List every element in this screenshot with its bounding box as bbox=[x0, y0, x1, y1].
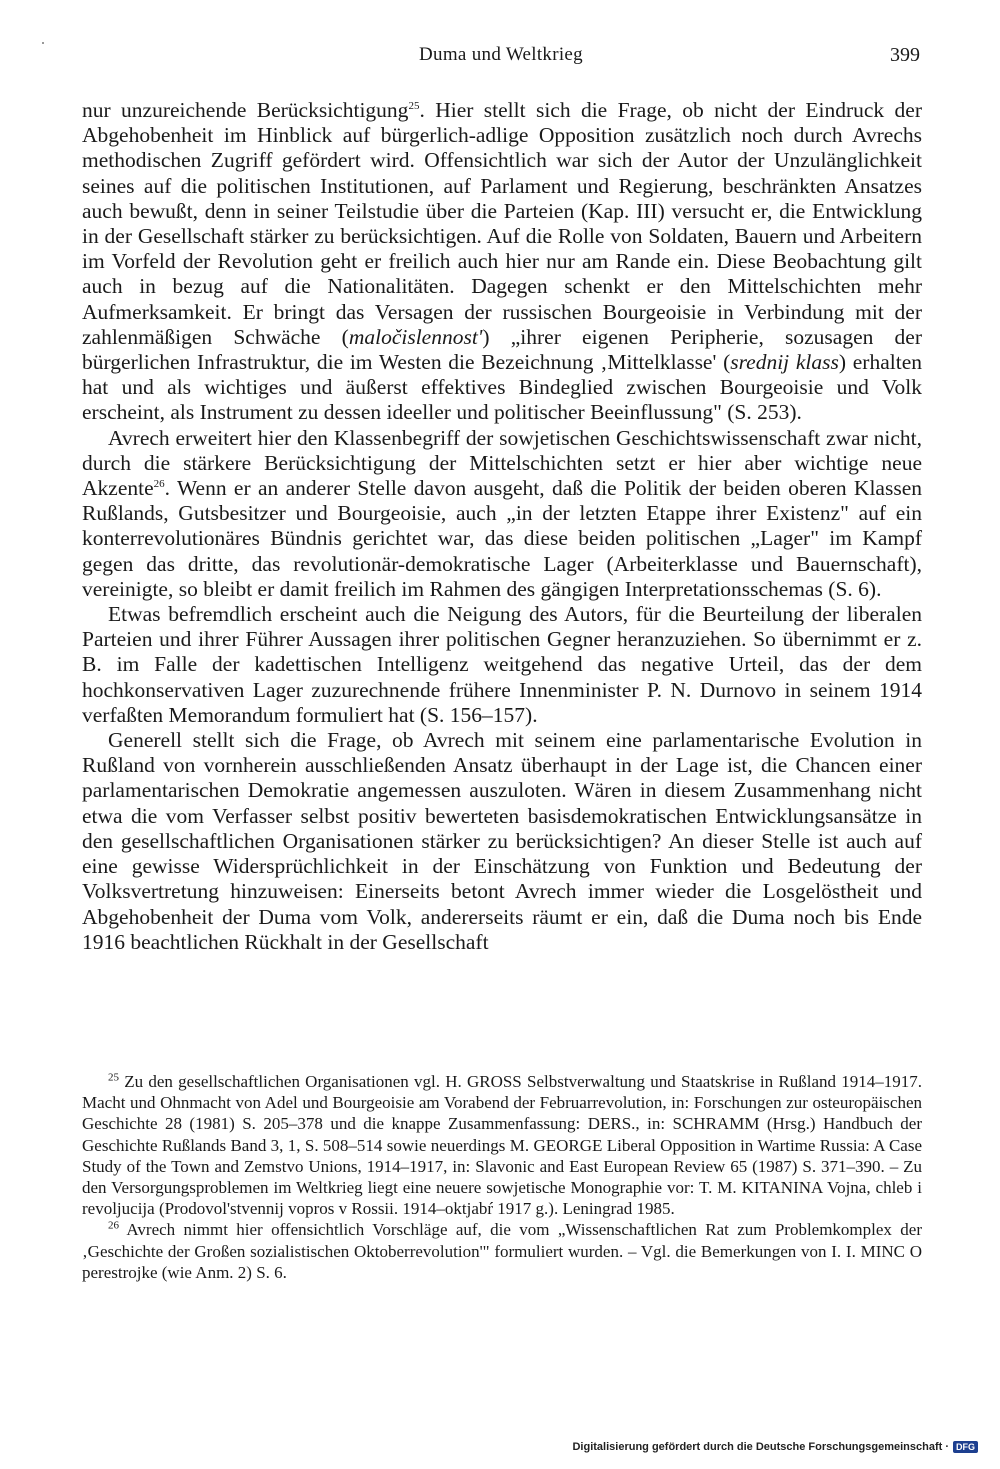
page-header bbox=[82, 44, 920, 74]
footnote-26-text: Avrech nimmt hier offensichtlich Vorschläge auf, die vom „Wissenschaftlichen Rat zum Problemkomplex der ‚Geschichte der Großen sozialistischen Oktoberrevolution'" formuliert wurden. – Vgl. die Bemerkungen von I. I. MINC O perestrojke (wie Anm. 2) S. 6. bbox=[82, 1220, 922, 1282]
running-title: Duma und Weltkrieg bbox=[419, 44, 583, 65]
dfg-logo-icon: DFG bbox=[953, 1441, 978, 1453]
paragraph-2-rest: . Wenn er an anderer Stelle davon ausgeht, daß die Politik der beiden oberen Klassen Rußlands, Gutsbesitzer und Bourgeoisie, auch „in der letzten Etappe ihrer Existenz" auf ein konterrevolutionäres Bündnis gerichtet war, das diese beiden politischen „Lager" im Kampf gegen das dritte, das revolutionär-demokratische Lager (Arbeiterklasse und Bauernschaft), vereinigte, so bleibt er damit freilich im Rahmen des gängigen Interpretationsschemas (S. 6). bbox=[82, 476, 922, 601]
footnotes bbox=[82, 1071, 922, 1283]
italic-term-malocislennost: maločislennost' bbox=[348, 324, 483, 349]
footnote-ref-26: 26 bbox=[153, 477, 165, 490]
paragraph-1-rest: . Hier stellt sich die Frage, ob nicht der Eindruck der Abgehobenheit im Hinblick auf bürgerlich-adlige Opposition zusätzlich noch durch Avrechs methodischen Zugriff gefördert wird. Offensichtlich war sich der Autor der Unzulänglichkeit seines auf die politischen Institutionen, auf Parlament und Regierung, beschränkten Ansatzes auch bewußt, denn in seiner Teilstudie über die Parteien (Kap. III) versucht er, die Entwicklung in der Gesellschaft stärker zu berücksichtigen. Auf die Rolle von Soldaten, Bauern und Arbeitern im Vorfeld der Revolution geht er freilich auch hier nur am Rande ein. Diese Beobachtung gilt auch in bezug auf die Nationalitäten. Dagegen schenkt er den Mittelschichten mehr Aufmerksamkeit. Er bringt das Versagen der russischen Bourgeoisie in Verbindung mit der zahlenmäßigen Schwäche ( bbox=[82, 98, 923, 349]
paragraph-2-text: Avrech erweitert hier den Klassenbegriff der sowjetischen Geschichtswissenschaft zwar nicht, durch die stärkere Berücksichtigung der Mittelschichten setzt er hier aber wichtige neue Akzente bbox=[82, 425, 922, 501]
footnote-26 bbox=[82, 1219, 922, 1283]
paragraph-1 bbox=[82, 98, 922, 426]
paragraph-3: Etwas befremdlich erscheint auch die Neigung des Autors, für die Beurteilung der liberalen Parteien und ihrer Führer Aussagen ihrer politischen Gegner heranzuziehen. So übernimmt er z. B. im Falle der kadettischen Intelligenz weitgehend das negative Urteil, das der dem hochkonservativen Lager zuzurechnende frühere Innenminister P. N. Durnovo in seinem 1914 verfaßten Memorandum formuliert hat (S. 156–157). bbox=[82, 602, 922, 727]
paragraph-2 bbox=[82, 426, 922, 602]
footnote-ref-25: 25 bbox=[408, 99, 420, 112]
footnote-number-25: 25 bbox=[108, 1071, 119, 1084]
paragraph-4: Generell stellt sich die Frage, ob Avrech mit seinem eine parlamentarische Evolution in Rußland von vornherein ausschließenden Ansatz überhaupt in der Lage ist, die Chancen einer parlamentarischen Demokratie angemessen auszuloten. Wären in diesem Zusammenhang nicht etwa die vom Verfasser selbst positiv bewerteten basisdemokratischen Entwicklungsansätze in den gesellschaftlichen Organisationen stärker zu berücksichtigen? An dieser Stelle ist auch auf eine gewisse Widersprüchlichkeit in der Einschätzung von Funktion und Bedeutung der Volksvertretung hinzuweisen: Einerseits betont Avrech immer wieder die Losgelöstheit und Abgehobenheit der Duma vom Volk, andererseits räumt er ein, daß die Duma noch bis Ende 1916 beachtlichen Rückhalt in der Gesellschaft bbox=[82, 728, 922, 954]
scan-mark bbox=[42, 42, 44, 44]
paragraph-1-end: ) erhalten hat und als wichtiges und äußerst effektives Bindeglied zwischen Bourgeoisie und Volk erscheint, als Instrument zu dessen ideeller und politischer Beeinflussung" (S. 253). bbox=[82, 350, 922, 425]
italic-term-srednij-klass: srednij klass bbox=[730, 350, 839, 375]
body-text bbox=[82, 98, 922, 955]
footnote-25-text: Zu den gesellschaftlichen Organisationen vgl. H. GROSS Selbstverwaltung und Staatskrise in Rußland 1914–1917. Macht und Ohnmacht von Adel und Bourgeoisie am Vorabend der Februarrevolution, in: Forschungen zur osteuropäischen Geschichte 28 (1981) S. 205–378 und die knappe Zusammenfassung: DERS., in: SCHRAMM (Hrsg.) Handbuch der Geschichte Rußlands Band 3, 1, S. 508–514 sowie neuerdings M. GEORGE Liberal Opposition in Wartime Russia: A Case Study of the Town and Zemstvo Unions, 1914–1917, in: Slavonic and East European Review 65 (1987) S. 371–390. – Zu den Versorgungsproblemen im Weltkrieg liegt eine neuere sowjetische Monographie vor: T. M. KITANINA Vojna, chleb i revoljucija (Prodovol'stvennij vopros v Rossii. 1914–oktjabŕ 1917 g.). Leningrad 1985. bbox=[82, 1072, 922, 1219]
digitization-footer bbox=[572, 1441, 978, 1453]
footer-text: Digitalisierung gefördert durch die Deutsche Forschungsgemeinschaft · bbox=[572, 1441, 949, 1453]
footnote-25 bbox=[82, 1071, 922, 1219]
paragraph-1-text: nur unzureichende Berücksichtigung bbox=[82, 98, 409, 122]
paragraph-1-mid: ) „ihrer eigenen Peripherie, sozusagen der bürgerlichen Infrastruktur, die im Westen die Bezeichnung ‚Mittelklasse' ( bbox=[82, 324, 922, 375]
footnote-number-26: 26 bbox=[108, 1219, 119, 1232]
page-number: 399 bbox=[890, 44, 920, 66]
